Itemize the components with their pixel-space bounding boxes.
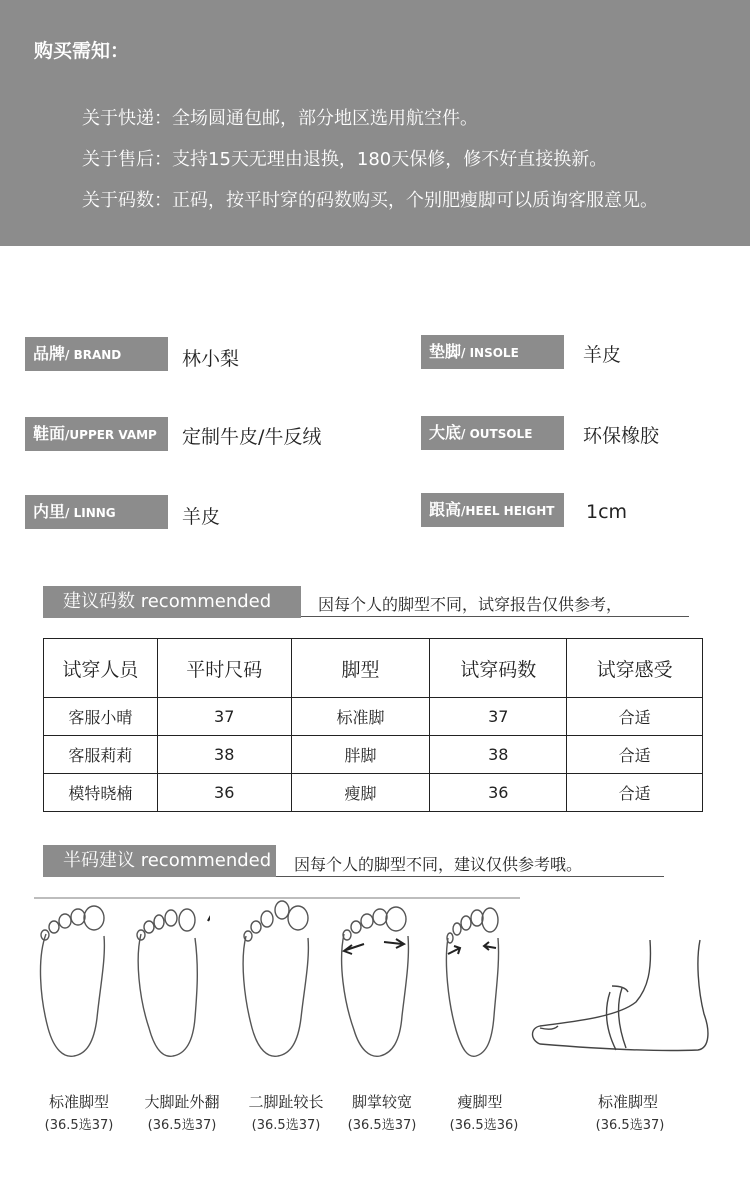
recommend-divider bbox=[301, 616, 689, 617]
attr-value-insole: 羊皮 bbox=[583, 344, 622, 366]
attr-label-upper bbox=[25, 417, 168, 451]
half-size-divider bbox=[276, 876, 664, 877]
foot-label: 大脚趾外翻 bbox=[144, 1093, 220, 1111]
foot-size: (36.5选37) bbox=[44, 1118, 114, 1133]
attr-label-en: / BRAND bbox=[65, 348, 122, 362]
attr-value-lining: 羊皮 bbox=[182, 506, 221, 528]
table-cell: 合适 bbox=[567, 698, 703, 736]
attr-label-en: / INSOLE bbox=[461, 346, 519, 360]
table-cell: 客服小晴 bbox=[44, 698, 158, 736]
table-row bbox=[44, 736, 703, 774]
attr-label-brand bbox=[25, 337, 168, 371]
table-header: 平时尺码 bbox=[157, 639, 291, 698]
table-header: 试穿感受 bbox=[567, 639, 703, 698]
foot-label: 二脚趾较长 bbox=[248, 1093, 324, 1111]
table-cell: 36 bbox=[157, 774, 291, 812]
attr-label-lining bbox=[25, 495, 168, 529]
fitting-table bbox=[43, 638, 703, 812]
half-size-note: 因每个人的脚型不同，建议仅供参考哦。 bbox=[294, 855, 583, 874]
foot-size: (36.5选37) bbox=[347, 1118, 417, 1133]
bunion-foot-icon bbox=[135, 898, 210, 1062]
foot-label: 标准脚型 bbox=[48, 1093, 109, 1111]
standard-foot-icon bbox=[34, 898, 109, 1062]
table-cell: 38 bbox=[430, 736, 567, 774]
purchase-notice-banner bbox=[0, 0, 750, 246]
table-cell: 合适 bbox=[567, 736, 703, 774]
notice-after-sales: 关于售后：支持15天无理由退换，180天保修，修不好直接换新。 bbox=[82, 149, 608, 170]
attr-value-heel: 1cm bbox=[586, 501, 628, 523]
table-header: 试穿码数 bbox=[430, 639, 567, 698]
notice-shipping: 关于快递：全场圆通包邮，部分地区选用航空件。 bbox=[82, 108, 478, 129]
attr-label-en: /HEEL HEIGHT bbox=[461, 504, 555, 518]
attr-label-text: 大底 bbox=[429, 423, 462, 442]
table-cell: 合适 bbox=[567, 774, 703, 812]
attr-value-brand: 林小梨 bbox=[182, 348, 240, 370]
recommend-note: 因每个人的脚型不同，试穿报告仅供参考， bbox=[318, 595, 623, 614]
table-cell: 36 bbox=[430, 774, 567, 812]
wide-foot-icon bbox=[338, 898, 413, 1062]
attr-label-outsole bbox=[421, 416, 564, 450]
attr-label-heel bbox=[421, 493, 564, 527]
attr-value-outsole: 环保橡胶 bbox=[583, 425, 660, 447]
table-cell: 标准脚 bbox=[291, 698, 430, 736]
table-cell: 瘦脚 bbox=[291, 774, 430, 812]
table-header: 脚型 bbox=[291, 639, 430, 698]
narrow-foot-icon bbox=[440, 898, 515, 1062]
recommend-tag: 建议码数 recommended bbox=[43, 586, 301, 618]
side-foot-icon bbox=[528, 930, 713, 1060]
table-row bbox=[44, 698, 703, 736]
foot-size: (36.5选37) bbox=[251, 1118, 321, 1133]
attr-label-text: 跟高 bbox=[429, 500, 462, 519]
table-cell: 胖脚 bbox=[291, 736, 430, 774]
foot-label: 瘦脚型 bbox=[457, 1093, 503, 1111]
foot-label: 标准脚型 bbox=[597, 1093, 658, 1111]
table-cell: 客服莉莉 bbox=[44, 736, 158, 774]
attr-label-text: 内里 bbox=[33, 502, 66, 521]
foot-label: 脚掌较宽 bbox=[351, 1093, 412, 1111]
attr-label-insole bbox=[421, 335, 564, 369]
half-size-tag: 半码建议 recommended bbox=[43, 845, 276, 877]
foot-size: (36.5选36) bbox=[449, 1118, 519, 1133]
table-cell: 模特晓楠 bbox=[44, 774, 158, 812]
attr-label-en: / OUTSOLE bbox=[461, 427, 533, 441]
table-cell: 38 bbox=[157, 736, 291, 774]
attr-label-en: / LINNG bbox=[65, 506, 116, 520]
foot-size: (36.5选37) bbox=[595, 1118, 665, 1133]
table-cell: 37 bbox=[430, 698, 567, 736]
table-cell: 37 bbox=[157, 698, 291, 736]
attr-label-text: 鞋面 bbox=[33, 424, 66, 443]
attr-value-upper: 定制牛皮/牛反绒 bbox=[182, 426, 322, 448]
table-row bbox=[44, 774, 703, 812]
foot-size: (36.5选37) bbox=[147, 1118, 217, 1133]
long-second-toe-foot-icon bbox=[240, 898, 315, 1062]
attr-label-en: /UPPER VAMP bbox=[65, 428, 157, 442]
table-header: 试穿人员 bbox=[44, 639, 158, 698]
notice-title: 购买需知： bbox=[34, 40, 130, 62]
table-header-row bbox=[44, 639, 703, 698]
notice-sizing: 关于码数：正码，按平时穿的码数购买，个别肥瘦脚可以质询客服意见。 bbox=[82, 190, 658, 211]
attr-label-text: 垫脚 bbox=[429, 342, 462, 361]
attr-label-text: 品牌 bbox=[33, 344, 66, 363]
